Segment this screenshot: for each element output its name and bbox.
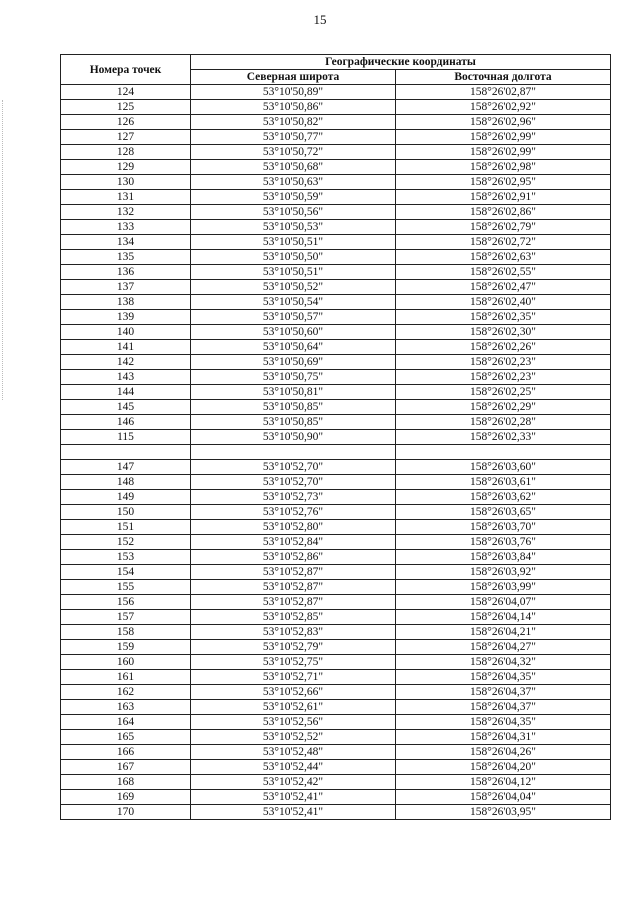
- table-row: [61, 100, 611, 115]
- empty-cell: [61, 445, 191, 460]
- latitude-cell: 53°10'52,80": [191, 520, 396, 535]
- point-number-cell: 139: [61, 310, 191, 325]
- longitude-cell: 158°26'04,37": [396, 685, 611, 700]
- latitude-cell: 53°10'52,86": [191, 550, 396, 565]
- table-row: [61, 505, 611, 520]
- point-number-cell: 157: [61, 610, 191, 625]
- latitude-cell: 53°10'52,71": [191, 670, 396, 685]
- latitude-cell: 53°10'52,87": [191, 595, 396, 610]
- point-number-cell: 155: [61, 580, 191, 595]
- table-row: [61, 190, 611, 205]
- longitude-cell: 158°26'03,84": [396, 550, 611, 565]
- longitude-cell: 158°26'02,40": [396, 295, 611, 310]
- point-number-cell: 143: [61, 370, 191, 385]
- table-row: [61, 535, 611, 550]
- latitude-cell: 53°10'50,89": [191, 85, 396, 100]
- table-row: [61, 595, 611, 610]
- point-number-cell: 148: [61, 475, 191, 490]
- table-row: [61, 85, 611, 100]
- longitude-cell: 158°26'02,95": [396, 175, 611, 190]
- header-north-latitude: Северная широта: [191, 70, 396, 85]
- point-number-cell: 170: [61, 805, 191, 820]
- latitude-cell: 53°10'50,75": [191, 370, 396, 385]
- longitude-cell: 158°26'02,47": [396, 280, 611, 295]
- latitude-cell: 53°10'50,57": [191, 310, 396, 325]
- longitude-cell: 158°26'02,63": [396, 250, 611, 265]
- point-number-cell: 166: [61, 745, 191, 760]
- point-number-cell: 136: [61, 265, 191, 280]
- latitude-cell: 53°10'50,90": [191, 430, 396, 445]
- longitude-cell: 158°26'02,72": [396, 235, 611, 250]
- longitude-cell: 158°26'02,91": [396, 190, 611, 205]
- table-row: [61, 415, 611, 430]
- latitude-cell: 53°10'50,52": [191, 280, 396, 295]
- longitude-cell: 158°26'03,92": [396, 565, 611, 580]
- longitude-cell: 158°26'02,99": [396, 130, 611, 145]
- table-row: [61, 745, 611, 760]
- table-row: [61, 610, 611, 625]
- point-number-cell: 138: [61, 295, 191, 310]
- latitude-cell: 53°10'50,77": [191, 130, 396, 145]
- longitude-cell: 158°26'02,99": [396, 145, 611, 160]
- table-row: [61, 700, 611, 715]
- latitude-cell: 53°10'52,48": [191, 745, 396, 760]
- empty-cell: [191, 445, 396, 460]
- point-number-cell: 156: [61, 595, 191, 610]
- longitude-cell: 158°26'02,98": [396, 160, 611, 175]
- table-row: [61, 355, 611, 370]
- longitude-cell: 158°26'02,35": [396, 310, 611, 325]
- table-row: [61, 295, 611, 310]
- point-number-cell: 132: [61, 205, 191, 220]
- latitude-cell: 53°10'50,68": [191, 160, 396, 175]
- latitude-cell: 53°10'50,50": [191, 250, 396, 265]
- longitude-cell: 158°26'04,20": [396, 760, 611, 775]
- table-row: [61, 460, 611, 475]
- longitude-cell: 158°26'04,21": [396, 625, 611, 640]
- table-row: [61, 625, 611, 640]
- table-row: [61, 685, 611, 700]
- latitude-cell: 53°10'52,52": [191, 730, 396, 745]
- margin-line: [2, 100, 4, 400]
- table-row: [61, 400, 611, 415]
- latitude-cell: 53°10'50,69": [191, 355, 396, 370]
- longitude-cell: 158°26'04,12": [396, 775, 611, 790]
- longitude-cell: 158°26'03,60": [396, 460, 611, 475]
- point-number-cell: 154: [61, 565, 191, 580]
- longitude-cell: 158°26'04,07": [396, 595, 611, 610]
- point-number-cell: 167: [61, 760, 191, 775]
- table-row: [61, 760, 611, 775]
- latitude-cell: 53°10'52,56": [191, 715, 396, 730]
- latitude-cell: 53°10'50,85": [191, 400, 396, 415]
- point-number-cell: 168: [61, 775, 191, 790]
- latitude-cell: 53°10'50,82": [191, 115, 396, 130]
- table-row: [61, 670, 611, 685]
- point-number-cell: 161: [61, 670, 191, 685]
- point-number-cell: 162: [61, 685, 191, 700]
- table-row: [61, 220, 611, 235]
- point-number-cell: 134: [61, 235, 191, 250]
- point-number-cell: 165: [61, 730, 191, 745]
- longitude-cell: 158°26'02,87": [396, 85, 611, 100]
- empty-cell: [396, 445, 611, 460]
- longitude-cell: 158°26'04,31": [396, 730, 611, 745]
- table-row: [61, 490, 611, 505]
- point-number-cell: 149: [61, 490, 191, 505]
- latitude-cell: 53°10'52,79": [191, 640, 396, 655]
- coordinates-table: [60, 54, 611, 820]
- latitude-cell: 53°10'50,51": [191, 235, 396, 250]
- table-row: [61, 235, 611, 250]
- point-number-cell: 137: [61, 280, 191, 295]
- longitude-cell: 158°26'02,96": [396, 115, 611, 130]
- point-number-cell: 163: [61, 700, 191, 715]
- latitude-cell: 53°10'50,72": [191, 145, 396, 160]
- point-number-cell: 160: [61, 655, 191, 670]
- latitude-cell: 53°10'50,63": [191, 175, 396, 190]
- longitude-cell: 158°26'02,86": [396, 205, 611, 220]
- longitude-cell: 158°26'02,92": [396, 100, 611, 115]
- header-point-numbers: Номера точек: [61, 55, 191, 85]
- table-row: [61, 265, 611, 280]
- latitude-cell: 53°10'52,66": [191, 685, 396, 700]
- longitude-cell: 158°26'04,35": [396, 670, 611, 685]
- table-row: [61, 520, 611, 535]
- point-number-cell: 129: [61, 160, 191, 175]
- point-number-cell: 133: [61, 220, 191, 235]
- point-number-cell: 128: [61, 145, 191, 160]
- point-number-cell: 164: [61, 715, 191, 730]
- page-number: 15: [313, 12, 327, 27]
- table-row: [61, 370, 611, 385]
- latitude-cell: 53°10'52,42": [191, 775, 396, 790]
- longitude-cell: 158°26'02,26": [396, 340, 611, 355]
- latitude-cell: 53°10'52,83": [191, 625, 396, 640]
- table-row: [61, 580, 611, 595]
- longitude-cell: 158°26'02,28": [396, 415, 611, 430]
- point-number-cell: 151: [61, 520, 191, 535]
- latitude-cell: 53°10'50,81": [191, 385, 396, 400]
- latitude-cell: 53°10'52,70": [191, 475, 396, 490]
- longitude-cell: 158°26'03,62": [396, 490, 611, 505]
- header-east-longitude: Восточная долгота: [396, 70, 611, 85]
- longitude-cell: 158°26'03,61": [396, 475, 611, 490]
- point-number-cell: 115: [61, 430, 191, 445]
- point-number-cell: 158: [61, 625, 191, 640]
- table-body: [61, 85, 611, 820]
- table-row: [61, 475, 611, 490]
- longitude-cell: 158°26'02,25": [396, 385, 611, 400]
- longitude-cell: 158°26'03,65": [396, 505, 611, 520]
- table-row: [61, 205, 611, 220]
- latitude-cell: 53°10'50,56": [191, 205, 396, 220]
- longitude-cell: 158°26'02,55": [396, 265, 611, 280]
- latitude-cell: 53°10'50,54": [191, 295, 396, 310]
- table-row: [61, 550, 611, 565]
- header-geo-coordinates: Географические координаты: [191, 55, 611, 70]
- longitude-cell: 158°26'04,27": [396, 640, 611, 655]
- point-number-cell: 130: [61, 175, 191, 190]
- point-number-cell: 124: [61, 85, 191, 100]
- point-number-cell: 126: [61, 115, 191, 130]
- point-number-cell: 141: [61, 340, 191, 355]
- longitude-cell: 158°26'02,30": [396, 325, 611, 340]
- table-gap-row: [61, 445, 611, 460]
- latitude-cell: 53°10'50,51": [191, 265, 396, 280]
- point-number-cell: 152: [61, 535, 191, 550]
- latitude-cell: 53°10'50,60": [191, 325, 396, 340]
- longitude-cell: 158°26'04,26": [396, 745, 611, 760]
- latitude-cell: 53°10'50,85": [191, 415, 396, 430]
- latitude-cell: 53°10'52,87": [191, 565, 396, 580]
- longitude-cell: 158°26'03,70": [396, 520, 611, 535]
- point-number-cell: 135: [61, 250, 191, 265]
- latitude-cell: 53°10'52,70": [191, 460, 396, 475]
- table-row: [61, 775, 611, 790]
- table-row: [61, 730, 611, 745]
- table-row: [61, 715, 611, 730]
- table-row: [61, 640, 611, 655]
- longitude-cell: 158°26'02,29": [396, 400, 611, 415]
- longitude-cell: 158°26'02,23": [396, 370, 611, 385]
- longitude-cell: 158°26'02,23": [396, 355, 611, 370]
- table-row: [61, 790, 611, 805]
- latitude-cell: 53°10'50,53": [191, 220, 396, 235]
- table-row: [61, 115, 611, 130]
- point-number-cell: 150: [61, 505, 191, 520]
- table-row: [61, 250, 611, 265]
- table-row: [61, 280, 611, 295]
- table-row: [61, 430, 611, 445]
- longitude-cell: 158°26'03,76": [396, 535, 611, 550]
- table-row: [61, 160, 611, 175]
- latitude-cell: 53°10'52,85": [191, 610, 396, 625]
- latitude-cell: 53°10'52,75": [191, 655, 396, 670]
- latitude-cell: 53°10'52,41": [191, 805, 396, 820]
- latitude-cell: 53°10'52,76": [191, 505, 396, 520]
- table-row: [61, 310, 611, 325]
- table-row: [61, 175, 611, 190]
- longitude-cell: 158°26'04,35": [396, 715, 611, 730]
- longitude-cell: 158°26'02,79": [396, 220, 611, 235]
- longitude-cell: 158°26'04,37": [396, 700, 611, 715]
- point-number-cell: 169: [61, 790, 191, 805]
- latitude-cell: 53°10'52,84": [191, 535, 396, 550]
- longitude-cell: 158°26'03,95": [396, 805, 611, 820]
- longitude-cell: 158°26'04,32": [396, 655, 611, 670]
- point-number-cell: 159: [61, 640, 191, 655]
- latitude-cell: 53°10'50,64": [191, 340, 396, 355]
- table-row: [61, 565, 611, 580]
- point-number-cell: 125: [61, 100, 191, 115]
- table-row: [61, 340, 611, 355]
- point-number-cell: 145: [61, 400, 191, 415]
- longitude-cell: 158°26'03,99": [396, 580, 611, 595]
- point-number-cell: 140: [61, 325, 191, 340]
- table-row: [61, 385, 611, 400]
- latitude-cell: 53°10'50,59": [191, 190, 396, 205]
- point-number-cell: 127: [61, 130, 191, 145]
- table-row: [61, 145, 611, 160]
- latitude-cell: 53°10'52,73": [191, 490, 396, 505]
- latitude-cell: 53°10'52,61": [191, 700, 396, 715]
- longitude-cell: 158°26'04,04": [396, 790, 611, 805]
- latitude-cell: 53°10'52,44": [191, 760, 396, 775]
- point-number-cell: 142: [61, 355, 191, 370]
- longitude-cell: 158°26'02,33": [396, 430, 611, 445]
- latitude-cell: 53°10'52,41": [191, 790, 396, 805]
- point-number-cell: 131: [61, 190, 191, 205]
- table-row: [61, 130, 611, 145]
- longitude-cell: 158°26'04,14": [396, 610, 611, 625]
- table-row: [61, 805, 611, 820]
- point-number-cell: 153: [61, 550, 191, 565]
- latitude-cell: 53°10'50,86": [191, 100, 396, 115]
- latitude-cell: 53°10'52,87": [191, 580, 396, 595]
- table-row: [61, 655, 611, 670]
- point-number-cell: 147: [61, 460, 191, 475]
- point-number-cell: 144: [61, 385, 191, 400]
- point-number-cell: 146: [61, 415, 191, 430]
- table-row: [61, 325, 611, 340]
